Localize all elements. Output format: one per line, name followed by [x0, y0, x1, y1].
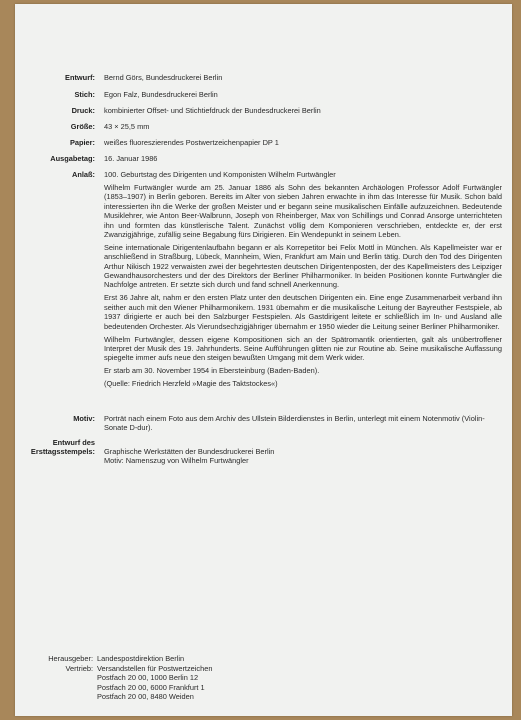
vertrieb-label: Vertrieb:: [65, 663, 93, 673]
druck-value: kombinierter Offset- und Stichtiefdruck der Bundesdruckerei Berlin: [104, 106, 321, 115]
anlass-paragraph: Wilhelm Furtwängler, dessen eigene Kompositionen sich an der Spätromantik orientierten, galt als unübertroffener Interpret der Musik des 19. Jahrhunderts. Seine Aufführungen glitten nie zur Routine ab. Seine musikalische Auffassung spiegelte immer aufs neue den steigen bewußten Umgang mit dem Werk wider.: [104, 334, 502, 363]
papier-value: weißes fluoreszierendes Postwertzeichenpapier DP 1: [104, 138, 279, 147]
herausgeber-value: Landespostdirektion Berlin: [97, 654, 185, 663]
ersttag-label-line2: Ersttagsstempels:: [30, 447, 95, 457]
ersttag-value-line1: Graphische Werkstätten der Bundesdruckerei Berlin: [104, 447, 275, 456]
ersttag-label-line1: Entwurf des: [52, 438, 95, 447]
footer: [15, 654, 512, 714]
anlass-text: [104, 170, 502, 392]
stich-label: Stich:: [74, 90, 95, 99]
ersttag-label: [15, 438, 95, 457]
vertrieb-line: Postfach 20 00, 8480 Weiden: [97, 692, 194, 701]
motiv-value: Porträt nach einem Foto aus dem Archiv des Ullstein Bilderdienstes in Berlin, unterlegt mit einem Notenmotiv (Violin-Sonate D-dur).: [104, 414, 485, 433]
papier-label: Papier:: [69, 138, 95, 147]
ausgabetag-label: Ausgabetag:: [50, 154, 95, 163]
field-entwurf: [15, 73, 512, 83]
ersttag-value-line2: Motiv: Namenszug von Wilhelm Furtwängler: [104, 456, 249, 466]
field-ausgabetag: [15, 154, 512, 164]
entwurf-label: Entwurf:: [65, 73, 95, 82]
anlass-label: Anlaß:: [72, 170, 95, 179]
anlass-paragraph: 100. Geburtstag des Dirigenten und Komponisten Wilhelm Furtwängler: [104, 170, 336, 179]
herausgeber-label: Herausgeber:: [48, 654, 93, 663]
vertrieb-line: Postfach 20 00, 1000 Berlin 12: [97, 673, 199, 682]
field-groesse: [15, 122, 512, 132]
ausgabetag-value: 16. Januar 1986: [104, 154, 158, 163]
motiv-label: Motiv:: [73, 414, 95, 423]
anlass-paragraph: Wilhelm Furtwängler wurde am 25. Januar 1886 als Sohn des bekannten Archäologen Professor Adolf Furtwängler (1853–1907) in Berlin geboren. Bereits im Alter von sieben Jahren erwachte in ihm das Interesse für Musik. Schon bald interessierten ihn die Werke der großen Meister und er begann seine musikalischen Einfälle aufzuzeichnen. Bedeutende Musiklehrer, wie Anton Beer-Walbrunn, Joseph von Rheinberger, Max von Schillings und Conrad Ansorge unterrichteten ihn und formten das künstlerische Talent. Zunächst völlig dem Komponieren verschrieben, entdeckte er, der erst Zwanzigjährige, zufällig seine Begabung fürs Dirigieren. Ein Wendepunkt in seinem Leben.: [104, 182, 502, 239]
field-druck: [15, 106, 512, 116]
field-stich: [15, 90, 512, 100]
druck-label: Druck:: [71, 106, 95, 115]
field-papier: [15, 138, 512, 148]
vertrieb-line: Versandstellen für Postwertzeichen: [97, 663, 213, 673]
anlass-paragraph: Er starb am 30. November 1954 in Ebersteinburg (Baden-Baden).: [104, 366, 320, 376]
ersttag-value: [104, 447, 504, 466]
entwurf-value: Bernd Görs, Bundesdruckerei Berlin: [104, 73, 223, 82]
anlass-paragraph: Erst 36 Jahre alt, nahm er den ersten Platz unter den deutschen Dirigenten ein. Eine enge Zusammenarbeit verband ihn seither auch mit den Wiener Philharmonikern. 1931 übernahm er die musikalische Leitung der Bayreuther Festspiele, ab 1937 dirigierte er auch bei den Salzburger Festspielen. Als Gastdirigent leitete er schließlich im In- und Ausland alle bedeutenden Orchester. Als Vierundsechzigjähriger übernahm er 1950 wieder die Leitung seiner Berliner Philharmoniker.: [104, 293, 502, 331]
anlass-paragraph: (Quelle: Friedrich Herzfeld »Magie des Taktstockes«): [104, 379, 278, 389]
stamp-info-sheet: [15, 4, 512, 716]
groesse-value: 43 × 25,5 mm: [104, 122, 150, 131]
stich-value: Egon Falz, Bundesdruckerei Berlin: [104, 90, 218, 99]
vertrieb-line: Postfach 20 00, 6000 Frankfurt 1: [97, 682, 205, 692]
groesse-label: Größe:: [70, 122, 95, 131]
anlass-paragraph: Seine internationale Dirigentenlaufbahn begann er als Korrepetitor bei Felix Mottl in München. Als Kapellmeister war er anschließend in Straßburg, Lübeck, Mannheim, Wien, Frankfurt am Main und Berlin tätig. Durch den Tod des Dirigenten Arthur Nikisch 1922 verwaisten zwei der begehrtesten deutschen Dirigentenposten, der des Kapellmeisters des Leipziger Gewandhausorchesters und der des Direktors der Berliner Philharmoniker. In beiden Positionen konnte Furtwängler die Nachfolge antreten. Er setzte sich durch und fand schnell Anerkennung.: [104, 242, 502, 290]
